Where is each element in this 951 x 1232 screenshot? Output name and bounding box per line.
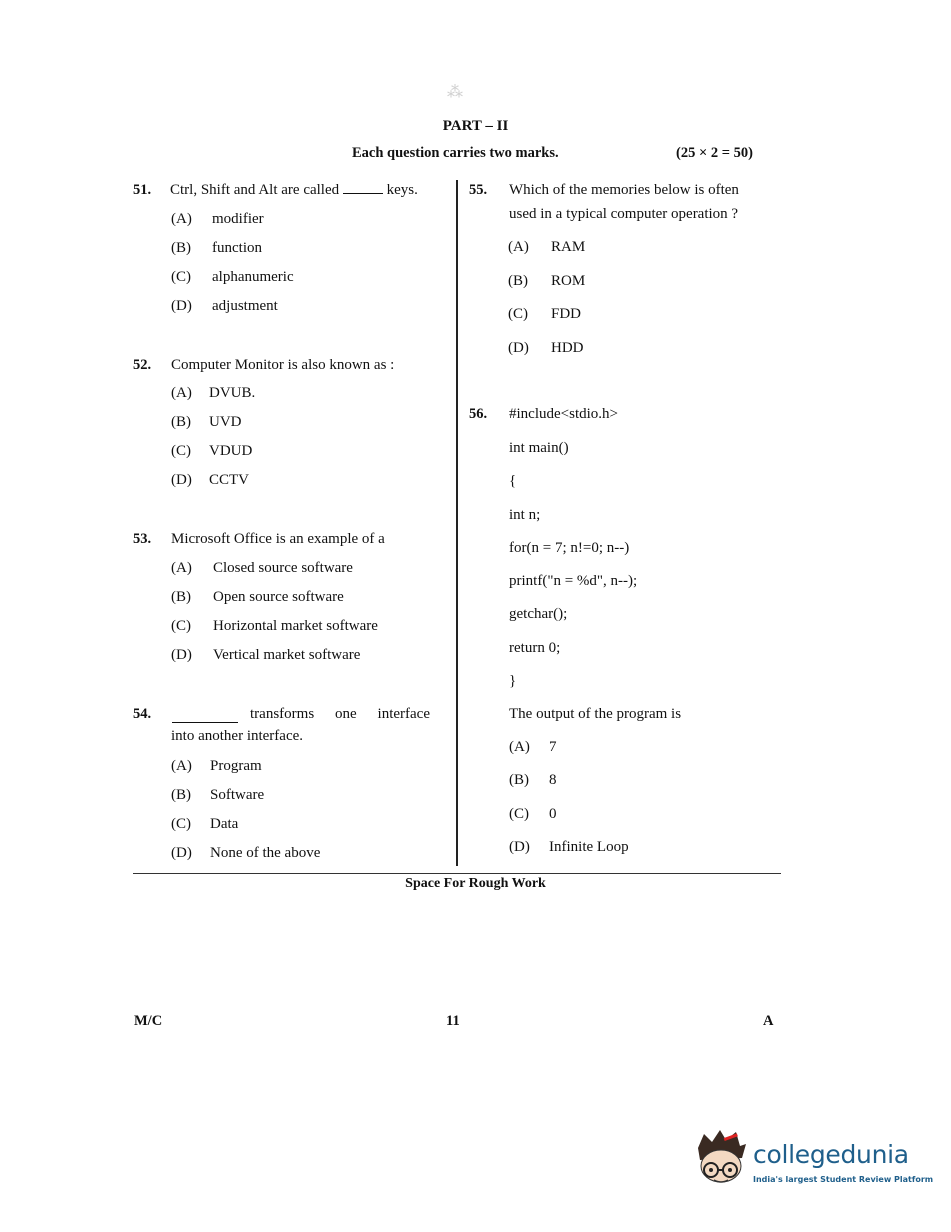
option-label: (B): [171, 589, 191, 605]
option-label: (C): [171, 443, 191, 459]
option-label: (D): [171, 845, 192, 861]
code-line: int main(): [509, 440, 569, 456]
option-56-a[interactable]: [509, 739, 557, 756]
question-number-56: 56.: [469, 406, 488, 422]
option-label: (B): [171, 240, 191, 256]
scan-mark: ⁂: [447, 84, 463, 101]
option-label: (D): [508, 340, 529, 356]
question-text-53: Microsoft Office is an example of a: [171, 531, 385, 547]
option-text: None of the above: [210, 845, 321, 861]
option-text: HDD: [551, 340, 584, 356]
option-51-a[interactable]: [171, 211, 264, 228]
rough-work-label: Space For Rough Work: [405, 876, 546, 891]
code-line: printf("n = %d", n--);: [509, 573, 638, 589]
option-54-a[interactable]: [171, 758, 262, 775]
option-text: Vertical market software: [213, 647, 361, 663]
option-52-b[interactable]: [171, 414, 242, 431]
question-text-51: [170, 182, 418, 199]
answer-blank: [343, 192, 383, 194]
option-label: (B): [509, 772, 529, 788]
option-text: Infinite Loop: [549, 839, 629, 855]
option-label: (D): [171, 472, 192, 488]
logo-wordmark: collegedunia: [753, 1140, 909, 1169]
code-line: #include<stdio.h>: [509, 406, 618, 422]
option-label: (C): [509, 806, 529, 822]
option-label: (A): [171, 211, 192, 227]
option-text: Software: [210, 787, 265, 803]
code-line: getchar();: [509, 606, 568, 622]
option-text: Closed source software: [213, 560, 353, 576]
code-line: return 0;: [509, 640, 561, 656]
option-text: Horizontal market software: [213, 618, 378, 634]
answer-blank: [172, 721, 238, 723]
option-text: FDD: [551, 306, 582, 322]
question-text-51-end: keys.: [386, 182, 418, 198]
option-label: (B): [171, 787, 191, 803]
option-label: (A): [508, 239, 529, 255]
option-54-c[interactable]: [171, 816, 238, 833]
page-number: 11: [446, 1013, 460, 1029]
option-label: (A): [171, 560, 192, 576]
option-text: CCTV: [209, 472, 250, 488]
footer-code: M/C: [134, 1013, 163, 1029]
option-text: function: [212, 240, 262, 256]
option-label: (A): [171, 385, 192, 401]
option-text: 0: [549, 806, 557, 822]
option-text: Data: [210, 816, 239, 832]
option-56-c[interactable]: [509, 806, 557, 823]
option-text: 8: [549, 772, 557, 788]
option-label: (D): [171, 298, 192, 314]
logo-tagline: India's largest Student Review Platform: [753, 1175, 934, 1184]
option-text: VDUD: [209, 443, 253, 459]
option-text: RAM: [551, 239, 586, 255]
option-label: (B): [171, 414, 191, 430]
option-53-a[interactable]: [171, 560, 353, 577]
option-53-b[interactable]: [171, 589, 344, 606]
option-52-c[interactable]: [171, 443, 252, 460]
question-number-52: 52.: [133, 357, 152, 373]
option-54-d[interactable]: [171, 845, 320, 862]
option-text: adjustment: [212, 298, 278, 314]
option-53-d[interactable]: [171, 647, 360, 664]
code-line: int n;: [509, 507, 541, 523]
question-prompt-56: The output of the program is: [509, 706, 682, 722]
option-label: (B): [508, 273, 528, 289]
rough-work-divider: [133, 873, 781, 874]
option-52-d[interactable]: [171, 472, 249, 489]
question-number-53: 53.: [133, 531, 152, 547]
marks-total: (25 × 2 = 50): [676, 145, 753, 161]
option-51-c[interactable]: [171, 269, 294, 286]
question-text-52: Computer Monitor is also known as :: [171, 357, 395, 373]
option-55-a[interactable]: [508, 239, 585, 256]
option-51-d[interactable]: [171, 298, 278, 315]
code-line: for(n = 7; n!=0; n--): [509, 540, 630, 556]
question-text-54-line1: transforms one interface: [250, 706, 430, 722]
question-number-55: 55.: [469, 182, 488, 198]
option-label: (A): [509, 739, 530, 755]
column-divider: [456, 180, 458, 866]
option-56-b[interactable]: [509, 772, 557, 789]
question-text-55-line2: used in a typical computer operation ?: [509, 206, 739, 222]
option-label: (C): [171, 618, 191, 634]
option-54-b[interactable]: [171, 787, 264, 804]
question-text-51-start: Ctrl, Shift and Alt are called: [170, 182, 340, 198]
option-label: (C): [171, 269, 191, 285]
option-55-b[interactable]: [508, 273, 585, 290]
option-label: (C): [171, 816, 191, 832]
option-55-d[interactable]: [508, 340, 584, 357]
option-text: alphanumeric: [212, 269, 294, 285]
option-text: 7: [549, 739, 557, 755]
option-label: (A): [171, 758, 192, 774]
option-52-a[interactable]: [171, 385, 255, 402]
question-number-51: 51.: [133, 182, 152, 198]
option-53-c[interactable]: [171, 618, 378, 635]
option-text: ROM: [551, 273, 586, 289]
option-55-c[interactable]: [508, 306, 581, 323]
marks-instruction: Each question carries two marks.: [352, 145, 559, 161]
option-label: (C): [508, 306, 528, 322]
question-number-54: 54.: [133, 706, 152, 722]
part-heading: PART – II: [442, 118, 509, 134]
option-51-b[interactable]: [171, 240, 262, 257]
code-line: {: [509, 473, 517, 489]
option-label: (D): [509, 839, 530, 855]
option-text: DVUB.: [209, 385, 256, 401]
option-text: modifier: [212, 211, 264, 227]
booklet-series: A: [763, 1013, 774, 1029]
question-text-55-line1: Which of the memories below is often: [509, 182, 739, 198]
option-label: (D): [171, 647, 192, 663]
logo-mascot-icon: [690, 1126, 752, 1202]
option-text: Open source software: [213, 589, 344, 605]
option-56-d[interactable]: [509, 839, 629, 856]
option-text: Program: [210, 758, 262, 774]
question-text-54-line2: into another interface.: [171, 728, 304, 744]
code-line: }: [509, 673, 517, 689]
option-text: UVD: [209, 414, 242, 430]
